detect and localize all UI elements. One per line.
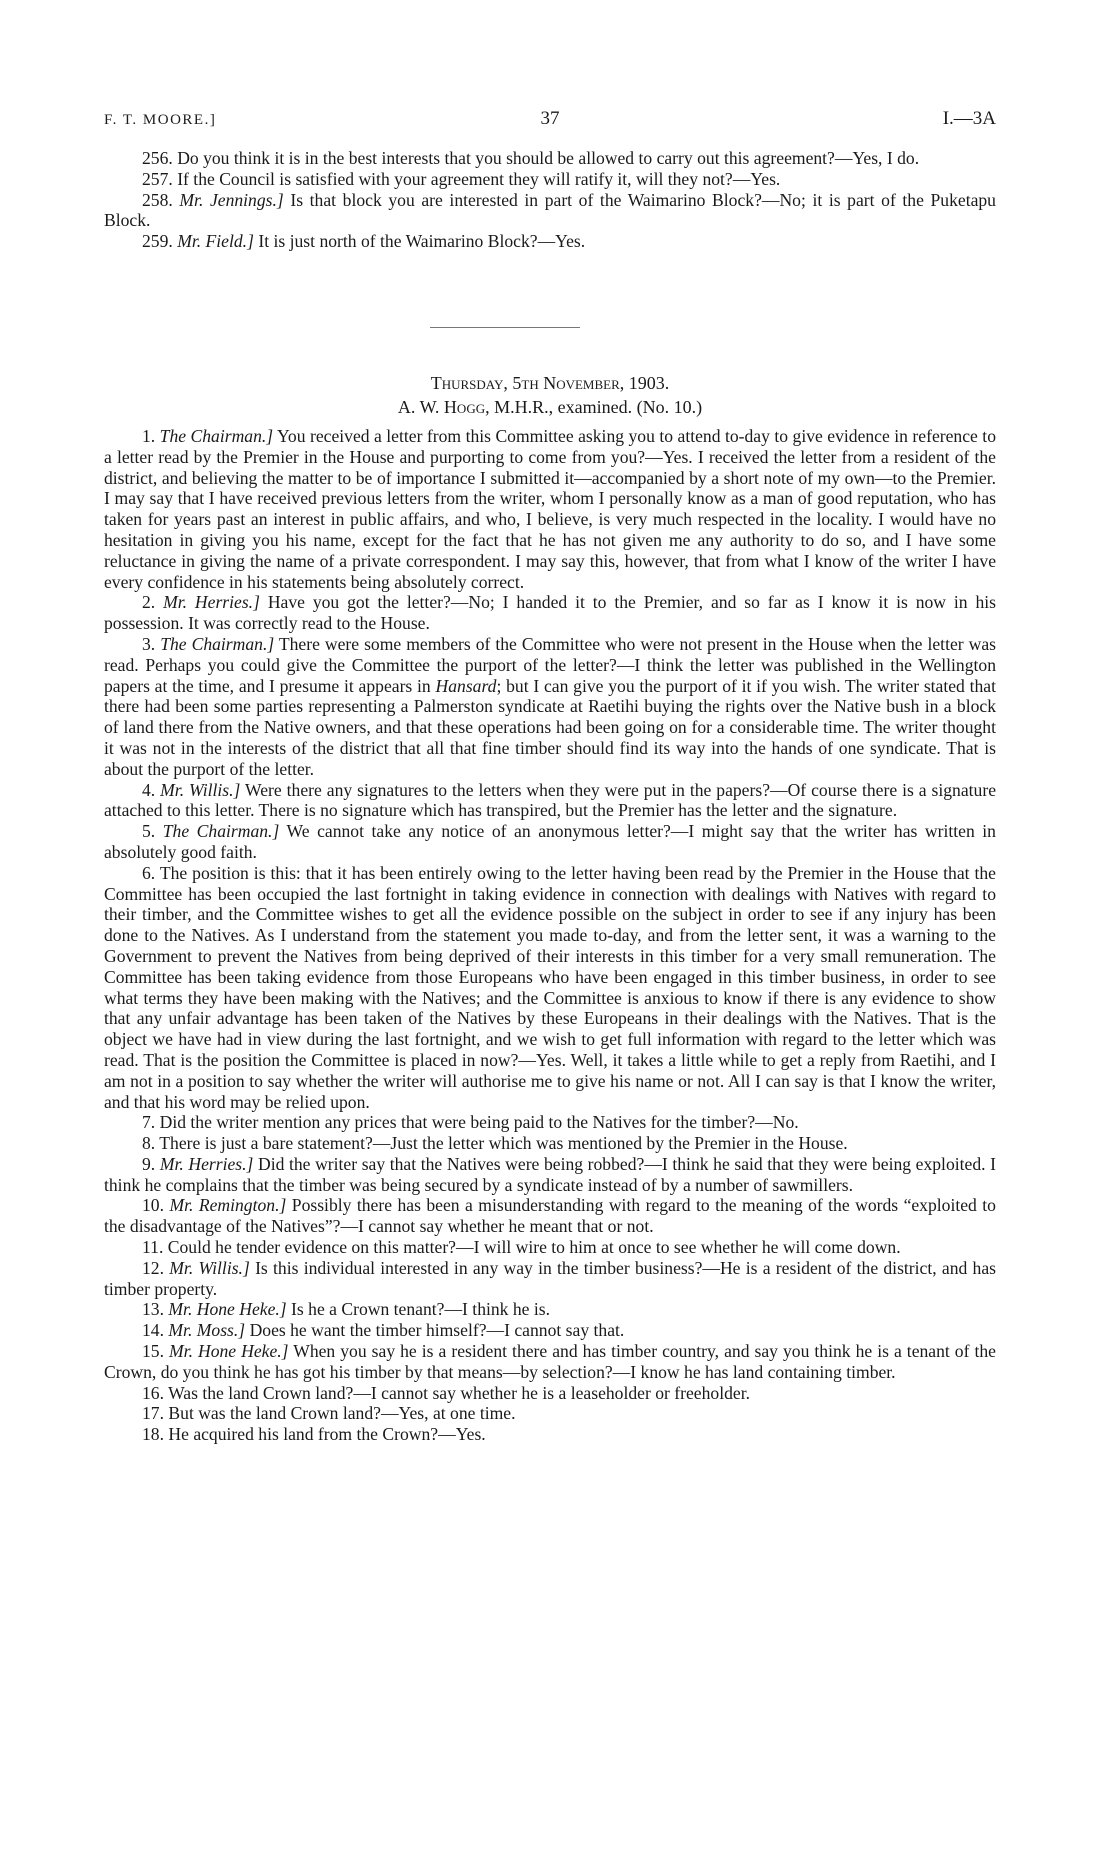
paragraph: 256. Do you think it is in the best interests that you should be allowed to carry out this agreement?—Yes, I do.: [142, 148, 920, 168]
header-witness: F. T. MOORE.]: [104, 112, 217, 128]
paragraph: 3. The Chairman.] There were some members of the Committee who were not present in the House when the letter was read. Perhaps you could give the Committee the purport of the letter?—I think the letter was published in the Wellington papers at the time, and I presume it appears in Hansard; but I can give you the purport of it if you wish. The writer stated that there had been some parties representing a Palmerston syndicate at Raetihi buying the rights over the Native bush in a block of land there from the Native owners, and that these operations had been going on for a considerable time. The writer thought it was not in the interests of the district that all that fine timber should find its way into the hands of one syndicate. That is about the purport of the letter.: [104, 633, 997, 779]
paragraph: 6. The position is this: that it has been entirely owing to the letter having been read by the Premier in the House that the Committee has been occupied the last fortnight in taking evidence in connection with dealings with Natives with regard to their timber, and the Committee wishes to get all the evidence possible on the subject in order to see if any injury has been done to the Natives. As I understand from the statement you made to-day, and from the letter sent, it was a warning to the Government to prevent the Natives from being deprived of their interests in this timber for a very small remuneration. The Committee has been taking evidence from those Europeans who have been engaged in this timber business, in order to see what terms they have been making with the Natives; and the Committee is anxious to know if there is any evidence to show that any unfair advantage has been taken of the Natives by these Europeans in their dealings with the Natives. That is the object we have had in view during the last fortnight, and we wish to get full information with regard to the letter which was read. That is the position the Committee is placed in now?—Yes. Well, it takes a little while to get a reply from Raetihi, and I am not in a position to say whether the writer will authorise me to give his name or not. All I can say is that I know the writer, and that his word may be relied upon.: [104, 862, 996, 1112]
paragraph: 11. Could he tender evidence on this matter?—I will wire to him at once to see whether he will come down.: [142, 1237, 901, 1258]
speaker: The Chairman.]: [162, 821, 280, 842]
evidence-body: [104, 426, 996, 1445]
speaker: Mr. Hone Heke.]: [169, 1341, 289, 1362]
paragraph: 259. Mr. Field.] It is just north of the Waimarino Block?—Yes.: [142, 231, 586, 252]
speaker: Mr. Field.]: [177, 231, 254, 252]
paragraph: 15. Mr. Hone Heke.] When you say he is a resident there and has timber country, and say you think he is a tenant of the Crown, do you think he has got his timber by that means—by selection?—I know he has land containing timber.: [104, 1341, 996, 1382]
paragraph: 1. The Chairman.] You received a letter from this Committee asking you to attend to-day to give evidence in reference to a letter read by the Premier in the House and purporting to come from you?—Yes. I received the letter from a resident of the district, and believing the matter to be of importance I submitted it—accompanied by a short note of my own—to the Premier. I may say that I have received previous letters from the writer, whom I personally know as a man of good reputation, who has taken for years past an interest in public affairs, and who, I believe, is very much respected in the locality. I would have no hesitation in giving you his name, except for the fact that he has not given me any authority to do so, and I have some reluctance in giving the name of a private correspondent. I may say this, however, that from what I know of the writer I have every confidence in his statements being absolutely correct.: [104, 426, 996, 592]
speaker: Mr. Jennings.]: [179, 189, 284, 210]
paragraph: 17. But was the land Crown land?—Yes, at one time.: [142, 1403, 516, 1424]
speaker: Mr. Willis.]: [169, 1257, 250, 1278]
section-date: Thursday, 5th November, 1903.: [430, 373, 670, 393]
paragraph: 2. Mr. Herries.] Have you got the letter?—No; I handed it to the Premier, and so far as I know it is now in his possession. It was correctly read to the House.: [104, 592, 996, 634]
paragraph: 12. Mr. Willis.] Is this individual interested in any way in the timber business?—He is a resident of the district, and has timber property.: [104, 1257, 996, 1299]
header-paper-ref: I.—3A: [942, 108, 996, 129]
paragraph: 257. If the Council is satisfied with your agreement they will ratify it, will they not?—Yes.: [142, 168, 781, 189]
top-section: [104, 148, 996, 252]
paragraph: 10. Mr. Remington.] Possibly there has been a misunderstanding with regard to the meaning of the words “exploited to the disadvantage of the Natives”?—I cannot say whether he meant that or not.: [104, 1195, 996, 1237]
paragraph: 9. Mr. Herries.] Did the writer say that the Natives were being robbed?—I think he said that they were being exploited. I think he complains that the timber was being secured by a syndicate instead of by a number of sawmillers.: [104, 1153, 996, 1195]
paragraph: 13. Mr. Hone Heke.] Is he a Crown tenant?—I think he is.: [142, 1299, 551, 1320]
speaker: Mr. Herries.]: [163, 592, 260, 613]
speaker: Mr. Remington.]: [169, 1195, 287, 1216]
page-number: 37: [540, 108, 560, 129]
paragraph: 5. The Chairman.] We cannot take any notice of an anonymous letter?—I might say that the writer has written in absolutely good faith.: [104, 821, 996, 862]
paragraph: 7. Did the writer mention any prices that were being paid to the Natives for the timber?—No.: [142, 1112, 799, 1133]
speaker: Mr. Herries.]: [159, 1153, 254, 1174]
speaker: Mr. Willis.]: [160, 779, 241, 800]
speaker: The Chairman.]: [159, 426, 274, 446]
paragraph: 14. Mr. Moss.] Does he want the timber himself?—I cannot say that.: [142, 1320, 625, 1341]
speaker: Mr. Moss.]: [168, 1320, 246, 1341]
paragraph: 8. There is just a bare statement?—Just the letter which was mentioned by the Premier in the House.: [142, 1133, 848, 1154]
paragraph: 18. He acquired his land from the Crown?—Yes.: [142, 1424, 486, 1445]
paragraph: 258. Mr. Jennings.] Is that block you are interested in part of the Waimarino Block?—No; it is part of the Puketapu Block.: [104, 189, 996, 231]
paragraph: 4. Mr. Willis.] Were there any signatures to the letters when they were put in the papers?—Of course there is a signature attached to this letter. There is no signature which has transpired, but the Premier has the letter and the signature.: [104, 779, 997, 821]
speaker: Mr. Hone Heke.]: [168, 1299, 287, 1320]
speaker: The Chairman.]: [160, 633, 275, 654]
running-header: [104, 108, 996, 138]
paragraph: 16. Was the land Crown land?—I cannot say whether he is a leaseholder or freeholder.: [142, 1382, 750, 1403]
section-divider: [430, 327, 580, 328]
witness-heading: A. W. Hogg, M.H.R., examined. (No. 10.): [397, 397, 703, 417]
